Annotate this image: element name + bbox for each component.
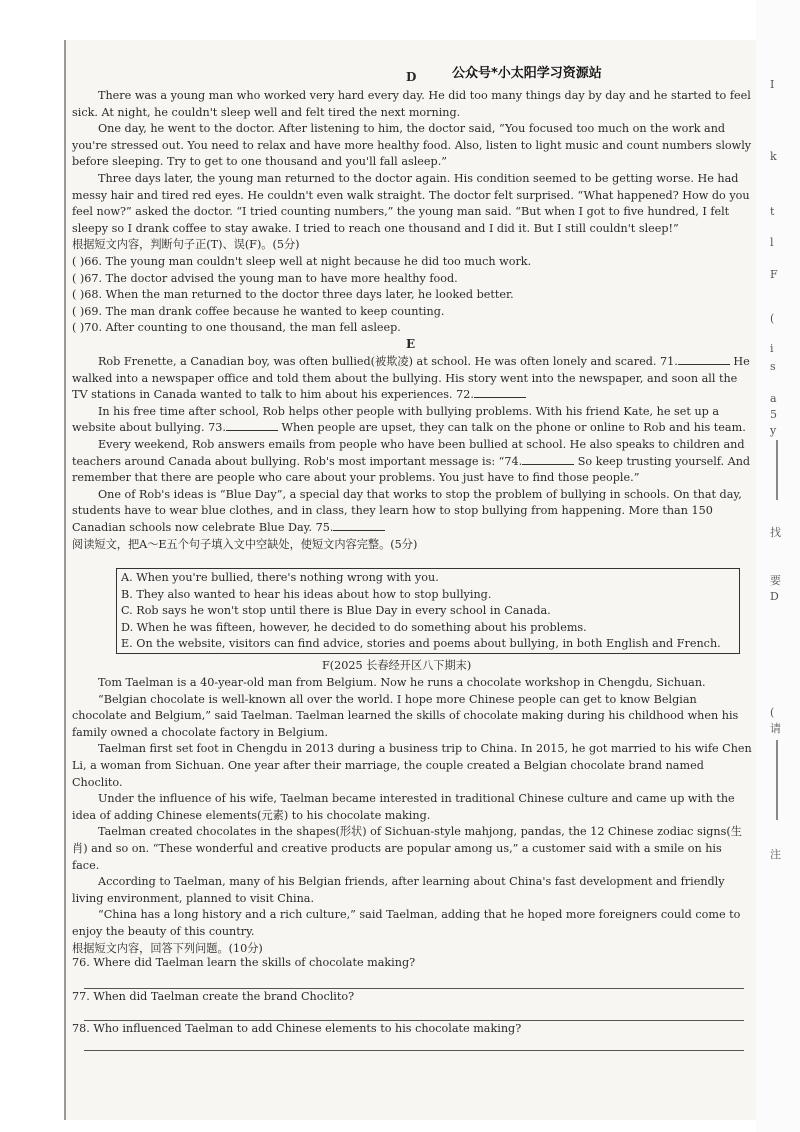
paragraph xyxy=(72,487,752,537)
paragraph: “China has a long history and a rich culture,” said Taelman, adding that he hoped more foreigners could come to enjoy the beauty of this country. xyxy=(72,908,741,938)
tf-item[interactable]: ( )69. The man drank coffee because he wanted to keep counting. xyxy=(72,304,445,318)
instruction: 根据短文内容，判断句子正(T)、误(F)。(5分) xyxy=(72,238,300,252)
tf-item[interactable]: ( )68. When the man returned to the doctor three days later, he looked better. xyxy=(72,288,514,302)
text: When people are upset, they can talk on the phone or online to Rob and his team. xyxy=(281,421,746,435)
paragraph xyxy=(72,354,752,404)
margin-mark: a xyxy=(770,392,777,405)
margin-mark: 请 xyxy=(770,722,781,735)
margin-mark: F xyxy=(770,268,778,281)
instruction: 根据短文内容，回答下列问题。(10分) xyxy=(72,941,263,955)
text: One of Rob's ideas is “Blue Day”, a special day that works to stop the problem of bullying in schools. On that day, students have to wear blue clothes, and in class, they learn how to stop bullying from happening. More than 150 Canadian schools now celebrate Blue Day. xyxy=(72,487,742,534)
section-f-title: F(2025 长春经开区八下期末) xyxy=(322,659,472,672)
margin-mark: I xyxy=(770,78,775,91)
answer-line[interactable] xyxy=(84,1020,744,1021)
watermark: 公众号*小太阳学习资源站 xyxy=(452,66,602,81)
option: C. Rob says he won't stop until there is Blue Day in every school in Canada. xyxy=(121,604,551,618)
text: Rob Frenette, a Canadian boy, was often bullied(被欺凌) at school. He was often lonely and scared. xyxy=(98,355,657,368)
margin-mark: 找 xyxy=(770,526,781,539)
margin-mark: D xyxy=(770,590,779,603)
answer-line[interactable] xyxy=(84,988,744,989)
paragraph: There was a young man who worked very hard every day. He did too many things day by day and he started to feel sick. At night, he couldn't sleep well and felt tired the next morning. xyxy=(72,89,751,119)
option: B. They also wanted to hear his ideas about how to stop bullying. xyxy=(121,587,492,601)
tf-item[interactable]: ( )70. After counting to one thousand, the man fell asleep. xyxy=(72,321,401,335)
answer-line[interactable] xyxy=(84,1050,744,1051)
answer-blank[interactable] xyxy=(226,420,278,431)
blank-label: 72. xyxy=(456,388,474,402)
margin-rule xyxy=(776,440,778,500)
instruction: 阅读短文，把A～E五个句子填入文中空缺处，使短文内容完整。(5分) xyxy=(72,537,418,551)
paragraph: Taelman first set foot in Chengdu in 2013 during a business trip to China. In 2015, he got married to his wife Chen Li, a woman from Sichuan. One year after their marriage, the couple created a Belgian chocolate brand named Choclito. xyxy=(72,742,752,789)
scan-margin xyxy=(0,0,60,1132)
margin-mark: t xyxy=(770,205,775,218)
adjacent-page-edge xyxy=(756,0,800,1132)
margin-mark: i xyxy=(770,342,774,355)
answer-blank[interactable] xyxy=(333,520,385,531)
section-d-title: D xyxy=(406,70,417,84)
options-box xyxy=(116,568,740,654)
paragraph: “Belgian chocolate is well-known all over the world. I hope more Chinese people can get to know Belgian chocolate and Belgium,” said Taelman. Taelman learned the skills of chocolate making during his childhood when his family owned a chocolate factory in Belgium. xyxy=(72,692,739,739)
section-f-passage xyxy=(72,675,752,957)
tf-item[interactable]: ( )67. The doctor advised the young man to have more healthy food. xyxy=(72,271,458,285)
blank-label: 75. xyxy=(315,520,334,534)
paragraph: Taelman created chocolates in the shapes(形状) of Sichuan-style mahjong, pandas, the 12 Chinese zodiac signs(生肖) and so on. “These wonderful and creative products are popular among us,” a customer said with a smile on his face. xyxy=(72,825,742,872)
option: A. When you're bullied, there's nothing wrong with you. xyxy=(121,571,439,584)
paragraph xyxy=(72,437,752,487)
paragraph: Three days later, the young man returned to the doctor again. His condition seemed to be getting worse. He had messy hair and tired red eyes. He couldn't even walk straight. The doctor felt surprised. “What happened? How do you feel now?” asked the doctor. “I tried counting numbers,” the young man said. “But when I got to five hundred, I felt sleepy so I drank coffee to stay awake. I tried to reach one thousand and I did it. But I still couldn't sleep!” xyxy=(72,171,750,235)
text: So keep trusting yourself. And remember that there are people who care about your problems. You just have to find those people.” xyxy=(72,454,751,485)
margin-mark: l xyxy=(770,236,774,249)
margin-rule xyxy=(776,740,778,820)
tf-item[interactable]: ( )66. The young man couldn't sleep well at night because he did too much work. xyxy=(72,254,532,268)
answer-blank[interactable] xyxy=(678,354,730,365)
answer-blank[interactable] xyxy=(522,454,574,465)
question: 76. Where did Taelman learn the skills of chocolate making? xyxy=(72,956,416,969)
question: 77. When did Taelman create the brand Choclito? xyxy=(72,990,355,1003)
section-d-passage xyxy=(72,88,752,337)
paragraph xyxy=(72,404,752,437)
margin-mark: 注 xyxy=(770,848,781,861)
paragraph: According to Taelman, many of his Belgian friends, after learning about China's fast development and friendly living environment, planned to visit China. xyxy=(72,875,725,905)
answer-blank[interactable] xyxy=(474,387,526,398)
blank-label: 73. xyxy=(208,421,226,435)
paragraph: Tom Taelman is a 40-year-old man from Belgium. Now he runs a chocolate workshop in Chengdu, Sichuan. xyxy=(98,676,706,689)
text: Every weekend, Rob answers emails from people who have been bullied at school. He also speaks to children and teachers around Canada about bullying. Rob's most important message is: “74. xyxy=(72,437,745,468)
margin-mark: s xyxy=(770,360,776,373)
blank-label: 71. xyxy=(659,355,678,368)
margin-mark: y xyxy=(770,424,777,437)
section-e-passage xyxy=(72,354,752,553)
margin-mark: k xyxy=(770,150,777,163)
question: 78. Who influenced Taelman to add Chinese elements to his chocolate making? xyxy=(72,1022,522,1035)
option: E. On the website, visitors can find advice, stories and poems about bullying, in both English and French. xyxy=(121,637,721,651)
text: He walked into a newspaper office and told them about the bullying. His story went into the newspaper, and soon all the TV stations in Canada wanted to talk to him about his experiences. xyxy=(72,355,750,402)
text: In his free time after school, Rob helps other people with bullying problems. With his friend Kate, he set up a website about bullying. xyxy=(72,404,720,435)
margin-mark: 5 xyxy=(770,408,777,421)
margin-mark: ( xyxy=(770,312,775,325)
paragraph: Under the influence of his wife, Taelman became interested in traditional Chinese culture and came up with the idea of adding Chinese elements(元素) to his chocolate making. xyxy=(72,792,735,822)
margin-mark: ( xyxy=(770,706,775,719)
paragraph: One day, he went to the doctor. After listening to him, the doctor said, “You focused too much on the work and you're stressed out. You need to relax and have more healthy food. Also, listen to light music and count numbers slowly before sleeping. Try to get to one thousand and you'll fall asleep.” xyxy=(72,122,752,169)
section-e-title: E xyxy=(406,337,416,351)
option: D. When he was fifteen, however, he decided to do something about his problems. xyxy=(121,620,587,634)
margin-mark: 要 xyxy=(770,574,781,587)
